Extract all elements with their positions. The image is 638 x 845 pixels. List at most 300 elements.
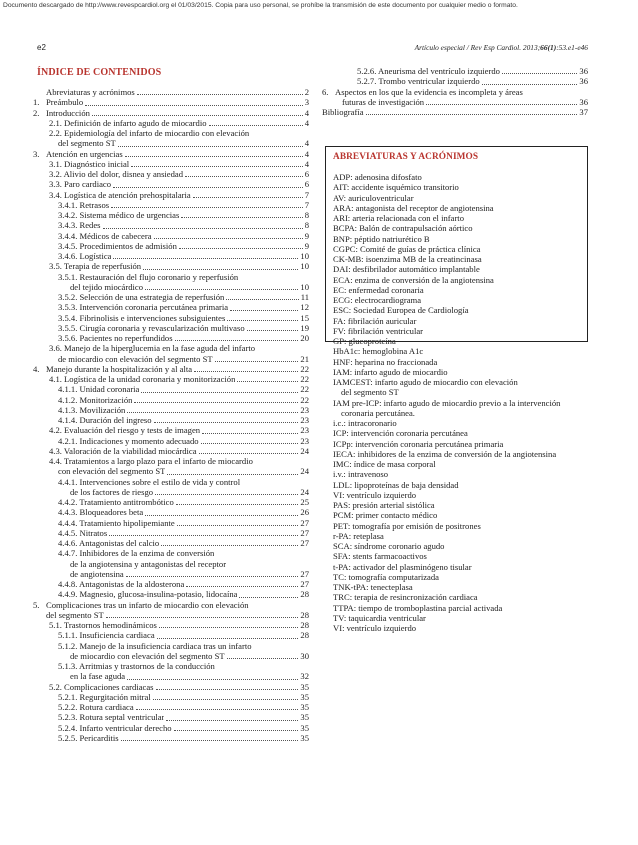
toc-entry-label: Atención en urgencias xyxy=(46,148,123,159)
toc-entry-page: 22 xyxy=(300,363,309,374)
abbreviation-item: AIT: accidente isquémico transitorio xyxy=(333,182,459,193)
toc-dot-leader xyxy=(159,627,299,628)
toc-entry[interactable] xyxy=(33,579,309,589)
toc-left-column xyxy=(33,87,309,743)
toc-entry-page: 28 xyxy=(300,589,309,600)
toc-entry-label: 5.1. Trastornos hemodinámicos xyxy=(49,620,157,630)
toc-entry-label: Aspectos en los que la evidencia es incompleta y áreas xyxy=(335,86,523,97)
toc-dot-leader xyxy=(106,617,299,618)
toc-entry[interactable] xyxy=(33,97,309,107)
toc-dot-leader xyxy=(176,504,299,505)
toc-dot-leader xyxy=(157,638,299,639)
abbreviation-item: t-PA: activador del plasminógeno tisular xyxy=(333,561,472,572)
toc-entry-page: 27 xyxy=(300,517,309,528)
toc-entry[interactable] xyxy=(33,456,309,466)
toc-entry[interactable] xyxy=(33,661,309,671)
toc-entry-page: 2 xyxy=(304,87,309,97)
toc-entry-label: 4.1.4. Duración del ingreso xyxy=(58,415,152,425)
abbreviation-item: SFA: stents farmacoactivos xyxy=(333,551,427,562)
abbreviation-item: FA: fibrilación auricular xyxy=(333,315,417,326)
toc-entry[interactable] xyxy=(33,446,309,456)
toc-entry-label: de miocardio con elevación del segmento ST xyxy=(70,650,225,661)
toc-entry[interactable] xyxy=(33,149,309,159)
toc-entry[interactable] xyxy=(33,641,309,651)
toc-entry-label: 5.2.4. Infarto ventricular derecho xyxy=(58,722,172,733)
toc-entry-page: 23 xyxy=(300,404,309,415)
toc-entry-page: 9 xyxy=(304,240,309,251)
toc-dot-leader xyxy=(127,412,298,413)
toc-dot-leader xyxy=(366,114,578,115)
toc-dot-leader xyxy=(121,740,299,741)
toc-entry[interactable] xyxy=(33,518,309,528)
toc-entry[interactable] xyxy=(33,118,309,128)
toc-entry-number: 4. xyxy=(33,363,40,374)
toc-entry[interactable] xyxy=(322,76,588,86)
toc-dot-leader xyxy=(161,545,298,546)
toc-dot-leader xyxy=(109,535,298,536)
toc-entry-label: de angiotensina xyxy=(70,568,124,579)
abbreviation-item: SCA: síndrome coronario agudo xyxy=(333,541,445,551)
toc-entry[interactable] xyxy=(33,210,309,220)
toc-entry-page: 24 xyxy=(300,466,309,477)
toc-dot-leader xyxy=(199,453,299,454)
abbreviation-item: AV: auriculoventricular xyxy=(333,192,414,203)
toc-entry-page: 4 xyxy=(304,107,309,118)
toc-entry-page: 7 xyxy=(304,199,309,210)
toc-entry[interactable] xyxy=(33,138,309,148)
toc-entry-label: 3.4. Logística de atención prehospitalaria xyxy=(49,189,191,200)
toc-entry-page: 22 xyxy=(300,394,309,405)
toc-entry-page: 4 xyxy=(304,158,309,169)
toc-entry[interactable] xyxy=(33,425,309,435)
toc-entry-label: 4.1.1. Unidad coronaria xyxy=(58,384,140,395)
toc-dot-leader xyxy=(126,576,299,577)
toc-entry-label: futuras de investigación xyxy=(342,96,425,107)
toc-entry-page: 20 xyxy=(300,333,309,343)
toc-entry[interactable] xyxy=(33,272,309,282)
toc-dot-leader xyxy=(237,381,298,382)
toc-entry-label: 4.3. Valoración de la viabilidad miocárdica xyxy=(49,445,197,456)
toc-dot-leader xyxy=(154,422,299,423)
toc-entry[interactable] xyxy=(33,323,309,333)
toc-entry-label: 5.2.5. Pericarditis xyxy=(58,732,119,743)
toc-dot-leader xyxy=(145,289,298,290)
toc-entry-label: 4.4.9. Magnesio, glucosa-insulina-potasio, lidocaína xyxy=(58,589,238,600)
toc-entry[interactable] xyxy=(33,610,309,620)
abbreviation-item: ARI: arteria relacionada con el infarto xyxy=(333,213,464,223)
abbreviation-item: HNF: heparina no fraccionada xyxy=(333,356,438,367)
abbreviation-item: TTPA: tiempo de tromboplastina parcial activada xyxy=(333,602,503,613)
toc-entry-page: 21 xyxy=(300,353,309,364)
toc-entry-label: 4.2.1. Indicaciones y momento adecuado xyxy=(58,435,199,446)
toc-entry-page: 35 xyxy=(300,702,309,712)
abbreviation-item: IAM: infarto agudo de miocardio xyxy=(333,366,448,377)
toc-entry-page: 35 xyxy=(300,712,309,723)
toc-entry-page: 22 xyxy=(300,374,309,384)
toc-entry-label: 4.4.3. Bloqueadores beta xyxy=(58,507,144,518)
toc-entry-label: 3.4.6. Logística xyxy=(58,251,112,261)
abbreviation-item: BNP: péptido natriurético B xyxy=(333,233,430,244)
toc-entry-label: Manejo durante la hospitalización y al alta xyxy=(46,363,193,374)
abbreviation-item: ECG: electrocardiograma xyxy=(333,295,422,305)
toc-dot-leader xyxy=(201,443,299,444)
abbreviation-item: LDL: lipoproteínas de baja densidad xyxy=(333,479,459,490)
toc-entry[interactable] xyxy=(33,333,309,343)
toc-entry-label: 5.1.2. Manejo de la insuficiencia cardiaca tras un infarto xyxy=(58,640,252,651)
toc-entry-label: 2.2. Epidemiología del infarto de miocardio con elevación xyxy=(49,128,250,138)
toc-entry-label: 5.2.3. Rotura septal ventricular xyxy=(58,712,165,723)
toc-entry[interactable] xyxy=(33,651,309,661)
toc-entry-page: 22 xyxy=(300,384,309,395)
toc-entry-number: 6. xyxy=(322,86,329,97)
toc-entry[interactable] xyxy=(33,374,309,384)
toc-entry[interactable] xyxy=(33,159,309,169)
toc-entry[interactable] xyxy=(33,630,309,640)
toc-entry-label: del segmento ST xyxy=(58,138,116,149)
toc-dot-leader xyxy=(209,125,303,126)
toc-entry-label: 4.4.6. Antagonistas del calcio xyxy=(58,538,160,548)
toc-entry[interactable] xyxy=(33,528,309,538)
toc-entry-page: 24 xyxy=(300,445,309,456)
toc-entry-label: con elevación del segmento ST xyxy=(58,466,166,477)
toc-entry[interactable] xyxy=(322,107,588,117)
toc-entry-number: 5. xyxy=(33,599,40,610)
toc-dot-leader xyxy=(145,515,298,516)
toc-dot-leader xyxy=(85,105,302,106)
toc-dot-leader xyxy=(239,597,298,598)
abbreviation-item: VI: ventrículo izquierdo xyxy=(333,489,417,500)
toc-entry[interactable] xyxy=(33,292,309,302)
toc-entry-page: 26 xyxy=(300,507,309,518)
abbreviation-item: IECA: inhibidores de la enzima de conversión de la angiotensina xyxy=(333,448,557,459)
toc-entry-page: 4 xyxy=(304,138,309,149)
abbreviation-item: PCM: primer contacto médico xyxy=(333,510,438,521)
toc-dot-leader xyxy=(502,73,577,74)
toc-entry[interactable] xyxy=(33,169,309,179)
toc-entry-page: 35 xyxy=(300,681,309,692)
toc-dot-leader xyxy=(426,104,577,105)
toc-dot-leader xyxy=(174,730,299,731)
abbreviation-item: PET: tomografía por emisión de positrones xyxy=(333,520,481,531)
toc-entry-page: 7 xyxy=(304,189,309,200)
toc-title: ÍNDICE DE CONTENIDOS xyxy=(37,67,162,78)
toc-entry-number: 3. xyxy=(33,148,40,159)
toc-entry[interactable] xyxy=(33,548,309,558)
toc-entry-page: 28 xyxy=(300,630,309,641)
toc-entry-label: 3.5.3. Intervención coronaria percutánea primaria xyxy=(58,302,229,313)
toc-entry[interactable] xyxy=(322,87,588,97)
toc-entry-label: de la angiotensina y antagonistas del receptor xyxy=(70,558,227,569)
abbreviation-item: ICPp: intervención coronaria percutánea primaria xyxy=(333,438,504,449)
toc-entry-label: 4.1. Logística de la unidad coronaria y monitorización xyxy=(49,374,236,384)
toc-entry-page: 11 xyxy=(300,292,309,302)
toc-dot-leader xyxy=(175,340,299,341)
toc-dot-leader xyxy=(134,402,298,403)
toc-entry-page: 3 xyxy=(304,97,309,108)
toc-dot-leader xyxy=(127,679,298,680)
abbreviation-item: EC: enfermedad coronaria xyxy=(333,284,424,295)
toc-entry-label: 4.2. Evaluación del riesgo y tests de imagen xyxy=(49,425,201,436)
toc-entry[interactable] xyxy=(322,97,588,107)
toc-entry[interactable] xyxy=(33,682,309,692)
running-title-pre: Artículo especial / Rev Esp Cardiol. 2013; xyxy=(414,43,541,52)
toc-entry[interactable] xyxy=(33,569,309,579)
abbreviation-item: CK-MB: isoenzima MB de la creatincinasa xyxy=(333,254,482,264)
toc-dot-leader xyxy=(155,494,298,495)
toc-entry-label: 5.1.3. Arritmias y trastornos de la conducción xyxy=(58,661,215,671)
toc-entry-label: 3.5.5. Cirugía coronaria y revascularización multivaso xyxy=(58,322,245,333)
toc-dot-leader xyxy=(131,166,303,167)
toc-entry-label: 3.4.4. Médicos de cabecera xyxy=(58,230,152,241)
toc-entry-label: 3.5. Terapia de reperfusión xyxy=(49,261,142,272)
toc-entry-label: del tejido miocárdico xyxy=(70,281,144,292)
toc-entry-page: 27 xyxy=(300,568,309,579)
toc-entry[interactable] xyxy=(33,559,309,569)
abbreviation-item: HbA1c: hemoglobina A1c xyxy=(333,346,424,357)
toc-entry-label: 3.3. Paro cardiaco xyxy=(49,179,112,190)
toc-dot-leader xyxy=(167,474,298,475)
toc-entry-label: 3.2. Alivio del dolor, disnea y ansiedad xyxy=(49,169,184,179)
toc-entry-label: 5.2.1. Regurgitación mitral xyxy=(58,691,151,702)
toc-entry-page: 10 xyxy=(300,251,309,261)
toc-dot-leader xyxy=(482,84,578,85)
abbreviation-item: FV: fibrilación ventricular xyxy=(333,325,424,336)
toc-entry[interactable] xyxy=(33,384,309,394)
toc-entry[interactable] xyxy=(33,343,309,353)
toc-entry-label: 2.1. Definición de infarto agudo de miocardio xyxy=(49,117,207,128)
toc-entry[interactable] xyxy=(33,712,309,722)
toc-entry-label: 3.1. Diagnóstico inicial xyxy=(49,158,130,169)
toc-entry-label: de los factores de riesgo xyxy=(70,486,154,497)
toc-entry-label: 3.6. Manejo de la hiperglucemia en la fase aguda del infarto xyxy=(49,343,256,354)
download-notice: Documento descargado de http://www.revespcardiol.org el 01/03/2015. Copia para uso personal, se prohíbe la transmisión de este documento por cualquier medio o formato. xyxy=(3,2,518,9)
toc-dot-leader xyxy=(154,238,303,239)
toc-entry-page: 30 xyxy=(300,650,309,661)
toc-dot-leader xyxy=(118,146,303,147)
abbreviation-item: r-PA: reteplasa xyxy=(333,530,384,541)
toc-entry[interactable] xyxy=(33,190,309,200)
toc-entry-page: 36 xyxy=(579,66,588,76)
toc-entry[interactable] xyxy=(33,179,309,189)
toc-entry[interactable] xyxy=(33,87,309,97)
toc-dot-leader xyxy=(166,720,298,721)
toc-dot-leader xyxy=(247,330,299,331)
toc-entry-page: 32 xyxy=(300,671,309,682)
abbreviation-item: IMC: índice de masa corporal xyxy=(333,459,436,469)
abbreviation-item: DAI: desfibrilador automático implantable xyxy=(333,264,480,275)
toc-entry-label: 4.1.2. Monitorización xyxy=(58,394,133,405)
abbreviations-list xyxy=(333,172,588,633)
abbreviation-item: IAMCEST: infarto agudo de miocardio con elevación xyxy=(333,377,518,387)
toc-dot-leader xyxy=(137,94,303,95)
toc-entry-label: 3.4.5. Procedimientos de admisión xyxy=(58,240,177,251)
abbreviation-item: VI: ventrículo izquierdo xyxy=(333,623,417,633)
toc-dot-leader xyxy=(143,269,298,270)
toc-entry[interactable] xyxy=(33,241,309,251)
toc-entry-page: 6 xyxy=(304,169,309,179)
toc-entry-page: 27 xyxy=(300,527,309,538)
abbreviation-item: del segmento ST xyxy=(341,387,399,398)
toc-entry-page: 12 xyxy=(300,302,309,313)
toc-dot-leader xyxy=(156,689,299,690)
toc-entry[interactable] xyxy=(33,620,309,630)
toc-entry-label: 4.4.5. Nitratos xyxy=(58,527,108,538)
abbreviation-item: TV: taquicardia ventricular xyxy=(333,612,426,623)
toc-entry-page: 23 xyxy=(300,415,309,425)
toc-entry-page: 23 xyxy=(300,425,309,436)
toc-entry-label: Bibliografía xyxy=(322,107,364,117)
abbreviation-item: TC: tomografía computarizada xyxy=(333,571,439,582)
toc-entry[interactable] xyxy=(33,405,309,415)
toc-entry-label: 3.5.4. Fibrinolisis e intervenciones subsiguientes xyxy=(58,312,226,323)
toc-entry-label: 5.2.2. Rotura cardiaca xyxy=(58,702,134,712)
toc-entry[interactable] xyxy=(33,466,309,476)
toc-entry[interactable] xyxy=(33,692,309,702)
toc-entry-page: 35 xyxy=(300,732,309,743)
toc-entry-label: 5.2. Complicaciones cardiacas xyxy=(49,681,154,692)
toc-entry[interactable] xyxy=(33,364,309,374)
toc-entry-label: 3.4.1. Retrasos xyxy=(58,199,110,210)
toc-entry[interactable] xyxy=(33,436,309,446)
abbreviation-item: PAS: presión arterial sistólica xyxy=(333,500,435,510)
toc-dot-leader xyxy=(193,197,303,198)
toc-entry[interactable] xyxy=(33,395,309,405)
toc-entry-label: 3.5.1. Restauración del flujo coronario y reperfusión xyxy=(58,271,239,282)
toc-entry[interactable] xyxy=(33,538,309,548)
toc-entry-page: 27 xyxy=(300,579,309,589)
abbreviation-item: ARA: antagonista del receptor de angiotensina xyxy=(333,202,494,213)
toc-dot-leader xyxy=(92,115,303,116)
toc-dot-leader xyxy=(227,320,298,321)
toc-entry-page: 35 xyxy=(300,691,309,702)
toc-dot-leader xyxy=(111,207,303,208)
toc-entry-page: 6 xyxy=(304,179,309,190)
toc-entry-page: 9 xyxy=(304,230,309,241)
toc-entry[interactable] xyxy=(33,589,309,599)
toc-dot-leader xyxy=(230,310,298,311)
page-number: e2 xyxy=(37,43,46,52)
toc-entry-page: 4 xyxy=(304,148,309,159)
toc-entry-label: 4.1.3. Movilización xyxy=(58,404,126,415)
toc-dot-leader xyxy=(179,248,303,249)
abbreviation-item: TRC: terapia de resincronización cardiaca xyxy=(333,592,478,603)
toc-entry-label: 5.2.7. Trombo ventricular izquierdo xyxy=(357,76,480,87)
toc-entry[interactable] xyxy=(33,507,309,517)
toc-dot-leader xyxy=(141,392,298,393)
toc-entry[interactable] xyxy=(33,671,309,681)
abbreviation-item: TNK-tPA: tenecteplasa xyxy=(333,582,413,592)
toc-entry-page: 8 xyxy=(304,220,309,231)
toc-entry-label: 4.4.1. Intervenciones sobre el estilo de vida y control xyxy=(58,476,241,487)
toc-dot-leader xyxy=(125,156,303,157)
toc-entry-page: 28 xyxy=(300,609,309,620)
toc-entry[interactable] xyxy=(33,313,309,323)
toc-entry-label: 3.5.6. Pacientes no reperfundidos xyxy=(58,333,173,343)
toc-entry-label: 3.4.2. Sistema médico de urgencias xyxy=(58,210,180,220)
toc-entry-page: 23 xyxy=(300,435,309,446)
running-title xyxy=(415,43,588,52)
abbreviation-item: ESC: Sociedad Europea de Cardiología xyxy=(333,305,469,316)
toc-entry[interactable] xyxy=(33,600,309,610)
abbreviation-item: IAM pre-ICP: infarto agudo de miocardio previo a la intervención xyxy=(333,397,561,408)
toc-entry[interactable] xyxy=(33,200,309,210)
toc-entry-page: 35 xyxy=(300,722,309,733)
toc-entry-number: 1. xyxy=(33,97,40,108)
toc-entry-label: del segmento ST xyxy=(46,609,104,620)
toc-entry-page: 27 xyxy=(300,538,309,548)
toc-entry-page: 28 xyxy=(300,620,309,630)
toc-dot-leader xyxy=(194,371,298,372)
abbreviation-item: BCPA: Balón de contrapulsación aórtico xyxy=(333,223,473,234)
toc-entry[interactable] xyxy=(33,702,309,712)
abbreviation-item: GP: glucoproteína xyxy=(333,336,396,346)
abbreviation-item: coronaria percutánea. xyxy=(341,407,415,418)
toc-entry[interactable] xyxy=(33,128,309,138)
abbreviation-item: i.c.: intracoronario xyxy=(333,418,397,428)
toc-entry-label: 4.4.8. Antagonistas de la aldosterona xyxy=(58,579,185,589)
toc-entry[interactable] xyxy=(33,302,309,312)
toc-entry[interactable] xyxy=(33,487,309,497)
toc-dot-leader xyxy=(202,433,298,434)
abbreviation-item: i.v.: intravenoso xyxy=(333,469,389,480)
toc-entry-label: 4.4. Tratamientos a largo plazo para el infarto de miocardio xyxy=(49,456,253,466)
toc-dot-leader xyxy=(113,187,303,188)
toc-entry-page: 36 xyxy=(579,96,588,107)
toc-entry[interactable] xyxy=(322,66,588,76)
toc-entry-label: 4.4.7. Inhibidores de la enzima de conversión xyxy=(58,548,215,559)
running-title-volume: 66(1) xyxy=(540,43,557,52)
toc-entry-label: 4.4.2. Tratamiento antitrombótico xyxy=(58,497,174,507)
toc-dot-leader xyxy=(181,217,302,218)
toc-entry-label: Complicaciones tras un infarto de miocardio con elevación xyxy=(46,599,249,610)
toc-entry-label: Preámbulo xyxy=(46,97,84,108)
toc-entry[interactable] xyxy=(33,415,309,425)
toc-entry-page: 10 xyxy=(300,281,309,292)
toc-right-column xyxy=(322,66,588,117)
toc-dot-leader xyxy=(177,525,299,526)
toc-dot-leader xyxy=(227,658,299,659)
toc-dot-leader xyxy=(103,228,303,229)
toc-entry-page: 36 xyxy=(579,76,588,87)
toc-entry[interactable] xyxy=(33,108,309,118)
toc-entry-label: Abreviaturas y acrónimos xyxy=(46,87,135,97)
toc-entry[interactable] xyxy=(33,723,309,733)
toc-entry[interactable] xyxy=(33,261,309,271)
toc-dot-leader xyxy=(226,299,298,300)
toc-entry-label: de miocardio con elevación del segmento ST xyxy=(58,353,213,364)
toc-entry-page: 15 xyxy=(300,312,309,323)
toc-entry-page: 19 xyxy=(300,322,309,333)
toc-entry[interactable] xyxy=(33,477,309,487)
toc-entry-page: 24 xyxy=(300,486,309,497)
toc-entry-label: Introducción xyxy=(46,107,90,118)
toc-entry-page: 8 xyxy=(304,210,309,220)
toc-entry-label: 3.5.2. Selección de una estrategia de reperfusión xyxy=(58,292,225,302)
abbreviation-item: CGPC: Comité de guías de práctica clínica xyxy=(333,243,481,254)
toc-entry-label: 5.1.1. Insuficiencia cardiaca xyxy=(58,630,155,641)
toc-entry-label: 5.2.6. Aneurisma del ventrículo izquierdo xyxy=(357,66,500,76)
toc-entry[interactable] xyxy=(33,497,309,507)
toc-entry-number: 2. xyxy=(33,107,40,118)
toc-entry[interactable] xyxy=(33,220,309,230)
toc-entry[interactable] xyxy=(33,733,309,743)
running-title-post: :53.e1-e46 xyxy=(556,43,588,52)
abbreviation-item: ADP: adenosina difosfato xyxy=(333,172,422,182)
toc-entry[interactable] xyxy=(33,251,309,261)
toc-entry[interactable] xyxy=(33,354,309,364)
toc-entry[interactable] xyxy=(33,231,309,241)
toc-entry[interactable] xyxy=(33,282,309,292)
